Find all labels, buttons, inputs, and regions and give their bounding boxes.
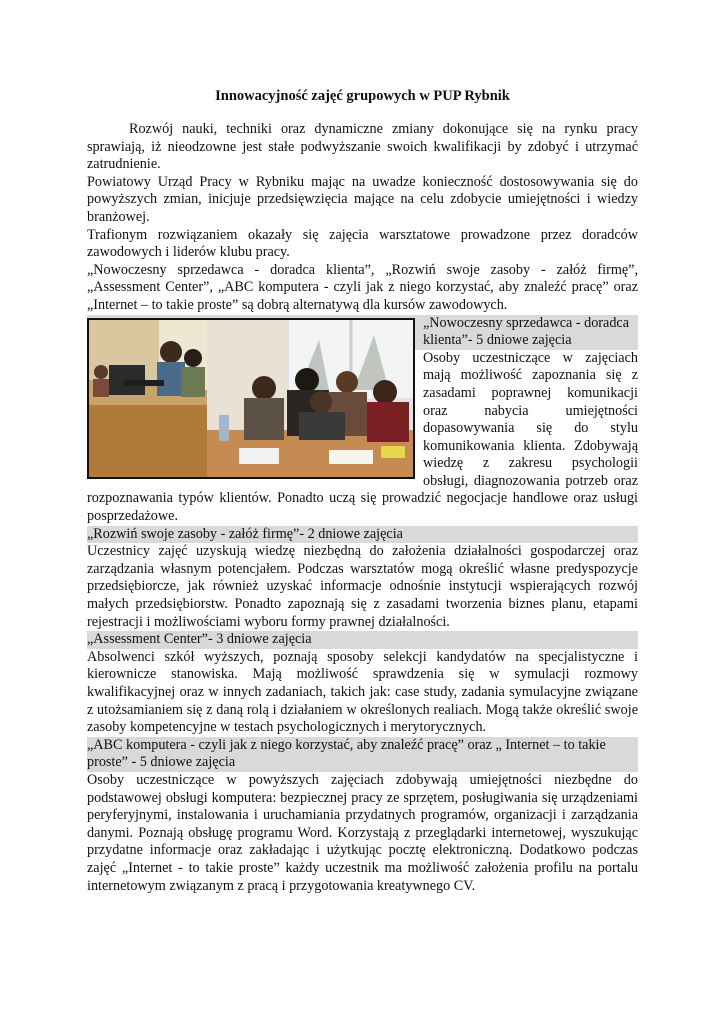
section-2-heading: „Rozwiń swoje zasoby - załóż firmę”- 2 dniowe zajęcia bbox=[87, 526, 638, 544]
intro-paragraph-4: „Nowoczesny sprzedawca - doradca klienta”, „Rozwiń swoje zasoby - załóż firmę”, „Assessment Center”, „ABC komputera - czyli jak z niego korzystać, aby znaleźć pracę” oraz „Internet – to takie proste” są dobrą alternatywą dla kursów zawodowych. bbox=[87, 261, 638, 313]
workshop-photo-icon bbox=[89, 320, 413, 477]
section-3-body: Absolwenci szkół wyższych, poznają sposoby selekcji kandydatów na specjalistyczne i kierownicze stanowiska. Mają możliwość sprawdzenia się w symulacji rozmowy kwalifikacyjnej oraz w innych zadaniach, takich jak: case study, zadania symulacyjne związane z utożsamianiem się z daną rolą i działaniem w określonych realiach. Mogą także określić swoje zasoby kompetencyjne w testach psychologicznych i merytorycznych. bbox=[87, 648, 638, 736]
section-3-heading: „Assessment Center”- 3 dniowe zajęcia bbox=[87, 631, 638, 649]
intro-paragraph-2: Powiatowy Urząd Pracy w Rybniku mając na uwadze konieczność dostosowywania się do powyższych zmian, inicjuje przedsięwzięcia mające na celu zdobycie umiejętności i wiedzy branżowej. bbox=[87, 173, 638, 225]
section-2-body: Uczestnicy zajęć uzyskują wiedzę niezbędną do założenia działalności gospodarczej oraz zarządzania własnym potencjałem. Podczas warsztatów mogą określić własne predyspozycje przedsiębiorcze, jak również uzyskać informacje odnośnie instytucji wspierających rozwój małych przedsiębiorstw. Ponadto zapoznają się z zasadami tworzenia biznes planu, etapami rejestracji i możliwościami wyboru formy prawnej działalności. bbox=[87, 543, 638, 630]
section-4-heading: „ABC komputera - czyli jak z niego korzystać, aby znaleźć pracę” oraz „ Internet – to takie proste” - 5 dniowe zajęcia bbox=[87, 737, 638, 772]
document-body bbox=[87, 121, 638, 895]
page-title: Innowacyjność zajęć grupowych w PUP Rybnik bbox=[215, 88, 510, 104]
intro-paragraph-1: Rozwój nauki, techniki oraz dynamiczne zmiany dokonujące się na rynku pracy sprawiają, iż nieodzowne jest stałe podwyższanie swoich kwalifikacji by zdobyć i utrzymać zatrudnienie. bbox=[87, 121, 638, 173]
section-4-body: Osoby uczestniczące w powyższych zajęciach zdobywają umiejętności niezbędne do podstawowej obsługi komputera: bezpiecznej pracy ze sprzętem, posługiwania się urządzeniami peryferyjnymi, instalowania i uruchamiania przydatnych programów, organizacji i zarządzania danymi. Poznają obsługę programu Word. Korzystają z przeglądarki internetowej, wyszukując przydatne informacje oraz zakładając i użytkując pocztę elektroniczną. Dodatkowo podczas zajęć „Internet - to takie proste” każdy uczestnik ma możliwość założenia profilu na portalu internetowym związanym z pracą i przygotowania kreatywnego CV. bbox=[87, 771, 638, 894]
workshop-photo bbox=[87, 318, 415, 479]
section-1-heading: „Nowoczesny sprzedawca - doradca klienta”- 5 dniowe zajęcia bbox=[87, 315, 638, 350]
intro-paragraph-3: Trafionym rozwiązaniem okazały się zajęcia warsztatowe prowadzone przez doradców zawodowych i liderów klubu pracy. bbox=[87, 226, 638, 261]
section-1-body: Osoby uczestniczące w zajęciach mają możliwość zapoznania się z zasadami poprawnej komunikacji oraz nabycia umiejętności dopasowywania się do stylu komunikowania klienta. Zdobywają wiedzę z zakresu psychologii obsługi, diagnozowania potrzeb oraz rozpoznawania typów klientów. Ponadto uczą się prowadzić negocjacje handlowe oraz usługi posprzedażowe. bbox=[87, 349, 638, 525]
